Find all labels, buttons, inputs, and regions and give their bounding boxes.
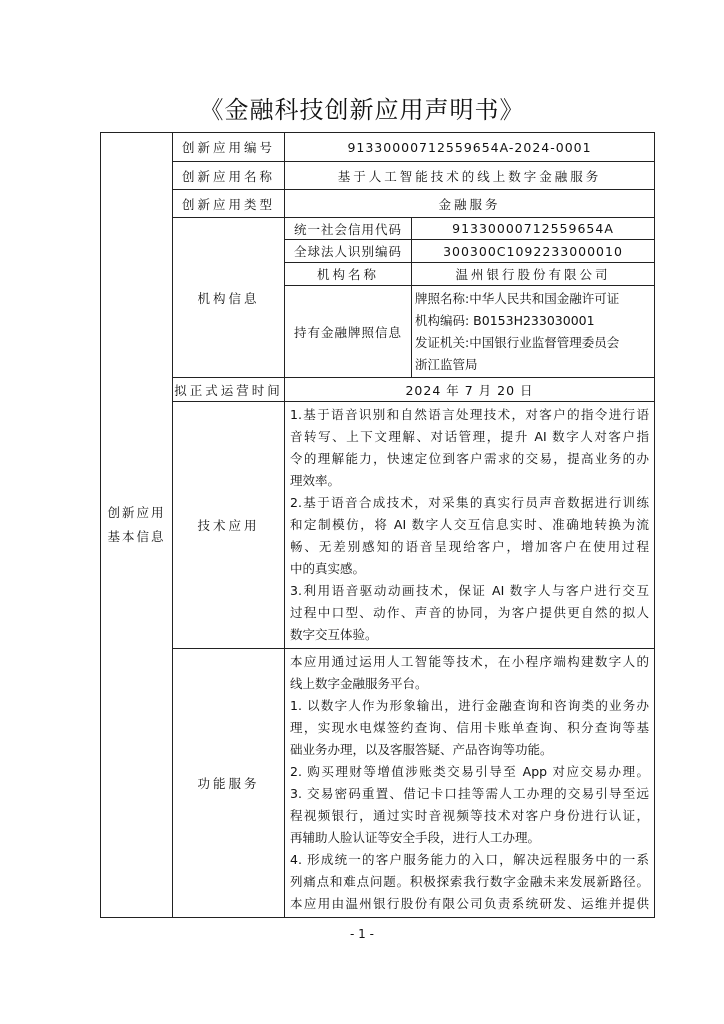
section-label-line: 创新应用 <box>107 505 166 520</box>
paragraph-line: 再辅助人脸认证等安全手段，进行人工办理。 <box>290 830 541 845</box>
paragraph-line: 3.利用语音驱动动画技术，保证 AI 数字人与客户进行交互 <box>290 583 649 598</box>
license-line: 牌照名称:中华人民共和国金融许可证 <box>415 290 620 306</box>
paragraph-line: 础业务办理，以及客服答疑、产品咨询等功能。 <box>290 742 553 757</box>
org-name-label: 机构名称 <box>285 263 412 286</box>
org-label: 机构信息 <box>173 218 285 378</box>
type-label: 创新应用类型 <box>173 190 285 218</box>
launch-label: 拟正式运营时间 <box>173 378 285 402</box>
license-info <box>412 286 655 378</box>
paragraph-line: 过程中口型、动作、声音的协同，为客户提供更自然的拟人 <box>290 605 649 620</box>
page-number: - 1 - <box>350 927 374 941</box>
type-value: 金融服务 <box>285 190 655 218</box>
paragraph-line: 1.基于语音识别和自然语言处理技术，对客户的指令进行语 <box>290 407 649 422</box>
section-label-line: 基本信息 <box>107 529 166 544</box>
name-label: 创新应用名称 <box>173 162 285 190</box>
document-title: 《金融科技创新应用声明书》 <box>199 96 525 124</box>
paragraph-line: 1. 以数字人作为形象输出，进行金融查询和咨询类的业务办 <box>290 698 649 713</box>
tech-content <box>285 402 655 649</box>
paragraph-line: 理，实现水电煤签约查询、信用卡账单查询、积分查询等基 <box>290 720 649 735</box>
paragraph-line: 令的理解能力，快速定位到客户需求的交易，提高业务的办 <box>290 451 649 466</box>
license-line: 发证机关:中国银行业监督管理委员会 <box>415 334 620 350</box>
declaration-table <box>100 132 655 918</box>
paragraph-line: 4. 形成统一的客户服务能力的入口，解决远程服务中的一系 <box>290 852 649 867</box>
paragraph-line: 音转写、上下文理解、对话管理，提升 AI 数字人对客户指 <box>290 429 649 444</box>
license-label: 持有金融牌照信息 <box>285 286 412 378</box>
lei-value: 300300C1092233000010 <box>412 240 655 263</box>
paragraph-line: 程视频银行，通过实时音视频等技术对客户身份进行认证， <box>290 808 649 823</box>
name-value: 基于人工智能技术的线上数字金融服务 <box>285 162 655 190</box>
paragraph-line: 线上数字金融服务平台。 <box>290 676 428 691</box>
func-label: 功能服务 <box>173 649 285 918</box>
func-content <box>285 649 655 918</box>
code-label: 创新应用编号 <box>173 133 285 162</box>
section-label <box>101 133 173 918</box>
lei-label: 全球法人识别编码 <box>285 240 412 263</box>
launch-value: 2024 年 7 月 20 日 <box>285 378 655 402</box>
credit-code-value: 91330000712559654A <box>412 218 655 240</box>
paragraph-line: 理效率。 <box>290 473 341 488</box>
paragraph-line: 数字交互体验。 <box>290 627 378 642</box>
paragraph-line: 中的真实感。 <box>290 561 366 576</box>
paragraph-line: 本应用由温州银行股份有限公司负责系统研发、运维并提供 <box>290 896 649 911</box>
paragraph-line: 3. 交易密码重置、借记卡口挂等需人工办理的交易引导至远 <box>290 786 649 801</box>
paragraph-line: 列痛点和难点问题。积极探索我行数字金融未来发展新路径。 <box>290 874 649 889</box>
tech-label: 技术应用 <box>173 402 285 649</box>
license-line: 浙江监管局 <box>415 356 478 372</box>
paragraph-line: 2.基于语音合成技术，对采集的真实行员声音数据进行训练 <box>290 495 649 510</box>
paragraph-line: 2. 购买理财等增值涉账类交易引导至 App 对应交易办理。 <box>290 764 649 779</box>
license-line: 机构编码: B0153H233030001 <box>415 312 595 328</box>
credit-code-label: 统一社会信用代码 <box>285 218 412 240</box>
org-name-value: 温州银行股份有限公司 <box>412 263 655 286</box>
code-value: 91330000712559654A-2024-0001 <box>285 133 655 162</box>
paragraph-line: 畅、无差别感知的语音呈现给客户，增加客户在使用过程 <box>290 539 649 554</box>
paragraph-line: 本应用通过运用人工智能等技术，在小程序端构建数字人的 <box>290 654 649 669</box>
paragraph-line: 和定制模仿，将 AI 数字人交互信息实时、准确地转换为流 <box>290 517 649 532</box>
